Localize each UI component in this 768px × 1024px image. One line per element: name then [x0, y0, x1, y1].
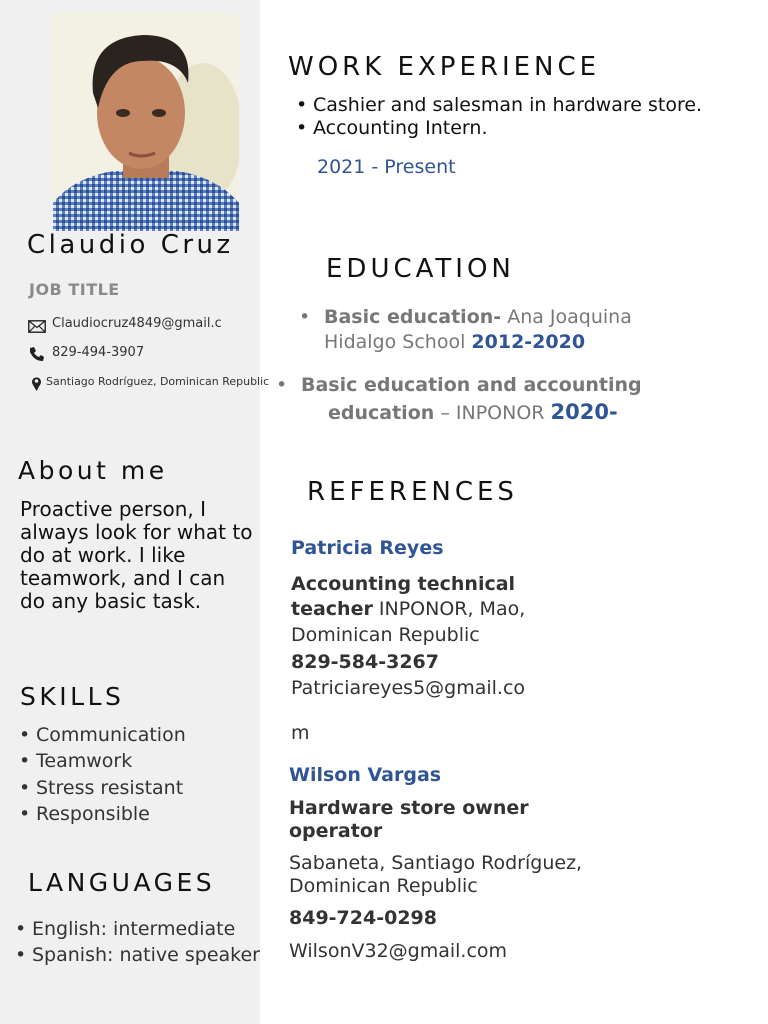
- work-list: [313, 94, 703, 140]
- education-item-2-line2: [328, 400, 618, 424]
- language-item: • English: intermediate: [32, 916, 260, 942]
- skill-item: • Stress resistant: [36, 775, 186, 801]
- person-name: Claudio Cruz: [27, 230, 234, 260]
- contact-address: Santiago Rodríguez, Dominican Republic: [46, 375, 270, 388]
- reference-name: Wilson Vargas: [289, 764, 442, 786]
- education-title: Basic education-: [324, 306, 502, 328]
- reference-email: WilsonV32@gmail.com: [289, 940, 508, 962]
- profile-photo: [53, 13, 239, 231]
- contact-email: Claudiocruz4849@gmail.c: [52, 316, 222, 331]
- education-school: INPONOR: [455, 402, 545, 424]
- education-item-1-line1: [324, 306, 632, 328]
- reference-role: Hardware store owner: [289, 797, 529, 819]
- education-item-1-line2: [324, 331, 585, 353]
- reference-role: Accounting technical: [291, 573, 516, 595]
- skills-heading: SKILLS: [20, 682, 125, 711]
- reference-location: INPONOR, Mao,: [372, 598, 526, 620]
- work-item: • Cashier and salesman in hardware store.: [313, 94, 693, 117]
- contact-phone: 829-494-3907: [52, 345, 145, 360]
- job-title: JOB TITLE: [29, 280, 120, 299]
- phone-icon: [28, 346, 45, 366]
- education-separator: –: [434, 402, 456, 424]
- skill-item: • Teamwork: [36, 748, 186, 774]
- reference-role-location: [291, 598, 525, 620]
- work-item: • Accounting Intern.: [313, 117, 693, 140]
- skill-item: • Responsible: [36, 801, 186, 827]
- languages-heading: LANGUAGES: [28, 868, 216, 897]
- education-bullet: •: [276, 374, 288, 396]
- language-item: • Spanish: native speaker: [32, 942, 260, 968]
- reference-name: Patricia Reyes: [291, 537, 444, 559]
- education-bullet: •: [299, 306, 311, 328]
- envelope-icon: [28, 318, 46, 337]
- skill-item: • Communication: [36, 722, 186, 748]
- reference-phone: 849-724-0298: [289, 907, 437, 929]
- reference-email: Patriciareyes5@gmail.co: [291, 677, 526, 699]
- reference-location: Sabaneta, Santiago Rodríguez,: [289, 852, 583, 874]
- education-years: 2020-: [550, 400, 618, 424]
- education-heading: EDUCATION: [326, 254, 515, 284]
- about-text: Proactive person, I always look for what to do at work. I like teamwork, and I can do any basic task.: [20, 497, 253, 613]
- education-title: education: [328, 402, 435, 424]
- skills-list: [36, 722, 186, 827]
- location-pin-icon: [31, 376, 42, 396]
- reference-email: m: [291, 722, 310, 744]
- languages-list: [32, 916, 260, 968]
- work-period: 2021 - Present: [317, 156, 456, 178]
- references-heading: REFERENCES: [307, 477, 518, 507]
- education-title: Basic education and accounting: [301, 374, 642, 396]
- education-school: Ana Joaquina: [501, 306, 632, 328]
- reference-role: teacher: [291, 598, 373, 620]
- reference-location: Dominican Republic: [291, 624, 480, 646]
- reference-role: operator: [289, 820, 383, 842]
- reference-phone: 829-584-3267: [291, 651, 439, 673]
- work-heading: WORK EXPERIENCE: [288, 52, 601, 82]
- about-heading: About me: [18, 456, 168, 485]
- education-years: 2012-2020: [471, 331, 586, 353]
- reference-location: Dominican Republic: [289, 875, 478, 897]
- education-school: Hidalgo School: [324, 331, 466, 353]
